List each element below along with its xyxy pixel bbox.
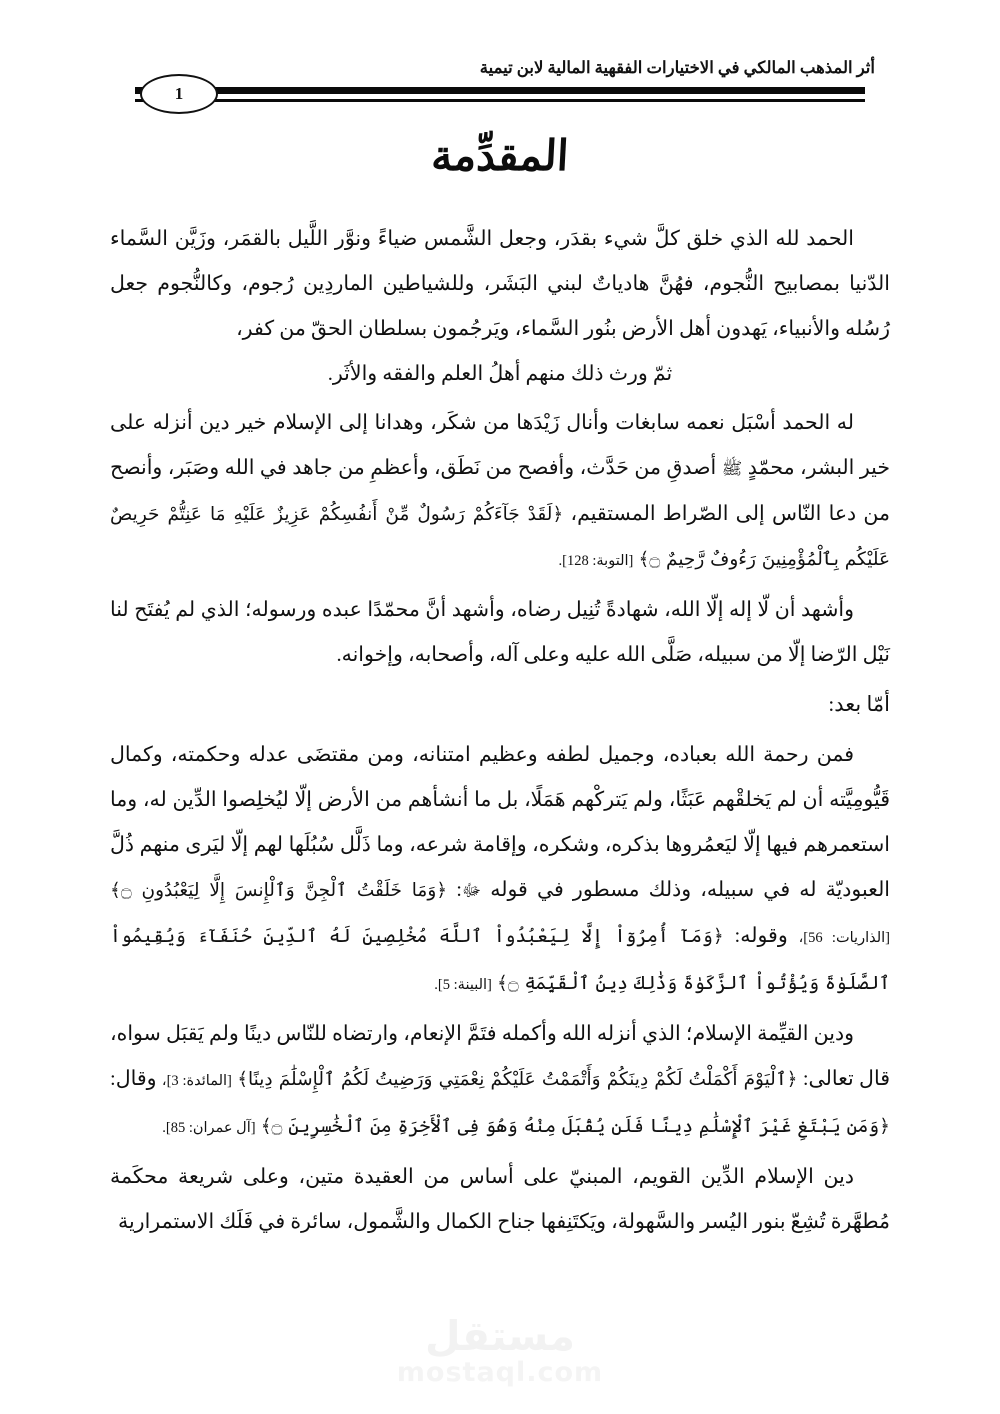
quran-verse-adh-dhariyat-56: ﴿وَمَا خَلَقْتُ ٱلْجِنَّ وَٱلْإِنسَ إِلَّا لِيَعْبُدُونِ ۝﴾ — [110, 879, 448, 901]
quran-verse-at-tawbah-128: ﴿لَقَدْ جَآءَكُمْ رَسُولٌ مِّنْ أَنفُسِكُمْ عَزِيزٌ عَلَيْهِ مَا عَنِتُّمْ حَرِيصٌ عَلَيْكُم بِٱلْمُؤْمِنِينَ رَءُوفٌ رَّحِيمٌ ۝﴾ — [110, 503, 890, 570]
verse-reference: [آل عمران: 85]. — [162, 1119, 256, 1136]
paragraph-text-segment: : — [456, 878, 462, 901]
paragraph-text-segment: وقوله: — [734, 924, 788, 947]
running-header-title: أثر المذهب المالكي في الاختيارات الفقهية المالية لابن تيمية — [479, 58, 875, 77]
paragraph-praise-guidance — [110, 401, 890, 584]
sallallahu-alayhi-wasallam-icon: ﷺ — [721, 458, 743, 479]
paragraph-text-segment: وقال: — [110, 1067, 157, 1090]
page-header — [0, 58, 1000, 118]
jalla-jalaluhu-icon: ﷻ — [461, 880, 482, 901]
paragraph-shahada: وأشهد أن لّا إله إلّا الله، شهادةً تُنِيل رضاه، وأشهد أنَّ محمّدًا عبده ورسوله؛ الذي لم يُفتَح لنا نَيْل الرّضا إلّا من سبيله، صَلَّى الله عليه وعلى آله، وأصحابه، وإخوانه. — [110, 598, 890, 666]
paragraph-upright-religion: دين الإسلام الدِّين القويم، المبنيّ على أساس من العقيدة متين، وعلى شريعة محكَمة مُطهَّرة تُشِعّ بنور اليُسر والسَّهولة، ويَكتَنِفها جناح الكمال والشَّمول، سائرة في فَلَك الاستمرارية — [110, 1165, 890, 1233]
site-watermark — [0, 1312, 1000, 1389]
amma-baad-line: أمّا بعد: — [828, 691, 890, 716]
paragraph-praise-opening-tail: ثمّ ورث ذلك منهم أهلُ العلم والفقه والأثَر. — [327, 362, 673, 385]
watermark-arabic-text: مستقل — [425, 1312, 575, 1361]
paragraph-text-segment: أصدقِ من حَدَّث، وأفصح من نَطَق، وأعظمِ من جاهد في الله وصَبَر، وأنصح من دعا النّاس إلى الصّراط المستقيم، — [110, 456, 890, 525]
verse-reference: [المائدة: 3]، — [161, 1072, 232, 1089]
paragraph-religion-of-islam — [110, 1012, 890, 1151]
page-content — [110, 120, 890, 1249]
quran-verse-al-maidah-3: ﴿ٱلْيَوْمَ أَكْمَلْتُ لَكُمْ دِينَكُمْ وَأَتْمَمْتُ عَلَيْكُمْ نِعْمَتِي وَرَضِيتُ لَكُمُ ٱلْإِسْلَٰمَ دِينًا﴾ — [237, 1068, 798, 1090]
paragraph-divine-mercy — [110, 733, 890, 1008]
page-number-badge: 1 — [140, 74, 218, 114]
paragraph-praise-opening: الحمد لله الذي خلق كلَّ شيء بقدَر، وجعل الشَّمس ضياءً ونوَّر اللَّيل بالقمَر، وزَيَّن السَّماء الدّنيا بمصابيح النُّجوم، فهُنَّ هادياتٌ لبني البَشَر، وللشياطين الماردِين رُجوم، وكالنُّجوم جعل رُسُله والأنبياء، يَهدون أهل الأرض بنُور السَّماء، ويَرجُمون بسلطان الحقّ من كفر، — [110, 227, 890, 340]
paragraph-text-segment: فمن رحمة الله بعباده، وجميل لطفه وعظيم امتنانه، ومن مقتضَى عدله وحكمته، وكمال قَيُّومِيَّته أن لم يَخلقْهم عَبَثًا، ولم يَتركْهم هَمَلًا، بل ما أنشأهم من الأرض إلّا ليُخلِصوا الدِّين له، وما استعمرهم فيها إلّا ليَعمُروها بذكره، وشكره، وإقامة شرعه، وما ذَلَّل سُبُلَها لهم إلّا ليَرى منهم ذُلَّ العبوديّة له في سبيله، وذلك مسطور في قوله — [110, 743, 891, 901]
paragraph-text-segment: له الحمد أسْبَل نعمه سابغات وأنال زَيْدَها من شكَر، وهدانا إلى الإسلام خير دين أنزله على خير البشر، محمّدٍ — [110, 411, 890, 479]
watermark-latin-text: mostaql.com — [396, 1357, 604, 1389]
verse-reference: [التوبة: 128]. — [558, 552, 634, 569]
chapter-title: المقدِّمة — [430, 131, 570, 180]
header-rule-thin — [135, 99, 865, 102]
verse-reference: [البينة: 5]. — [434, 976, 492, 993]
header-rule-thick — [135, 87, 865, 94]
quran-verse-al-bayyinah-5: ﴿وَمَآ أُمِرُوٓاْ إِلَّا لِيَعْبُدُواْ ٱللَّهَ مُخْلِصِينَ لَهُ ٱلدِّينَ حُنَفَآءَ وَيُقِيمُواْ ٱلصَّلَوٰةَ وَيُؤْتُواْ ٱلزَّكَوٰةَ وَذَٰلِكَ دِينُ ٱلْقَيِّمَةِ ۝﴾ — [110, 925, 890, 994]
verse-reference: [الذاريات: 56]، — [798, 929, 890, 946]
paragraph-text-segment: ودين القيِّمة الإسلام؛ الذي أنزله الله وأكمله فتَمَّ الإنعام، وارتضاه للنّاس دينًا ولم يَقبَل سواه، قال تعالى: — [110, 1022, 890, 1090]
quran-verse-aal-imran-85: ﴿وَمَن يَبْتَغِ غَيْرَ ٱلْإِسْلَٰمِ دِينًا فَلَن يُقْبَلَ مِنْهُ وَهُوَ فِى ٱلْأَخِرَةِ مِنَ ٱلْخَٰسِرِينَ ۝﴾ — [260, 1115, 890, 1137]
